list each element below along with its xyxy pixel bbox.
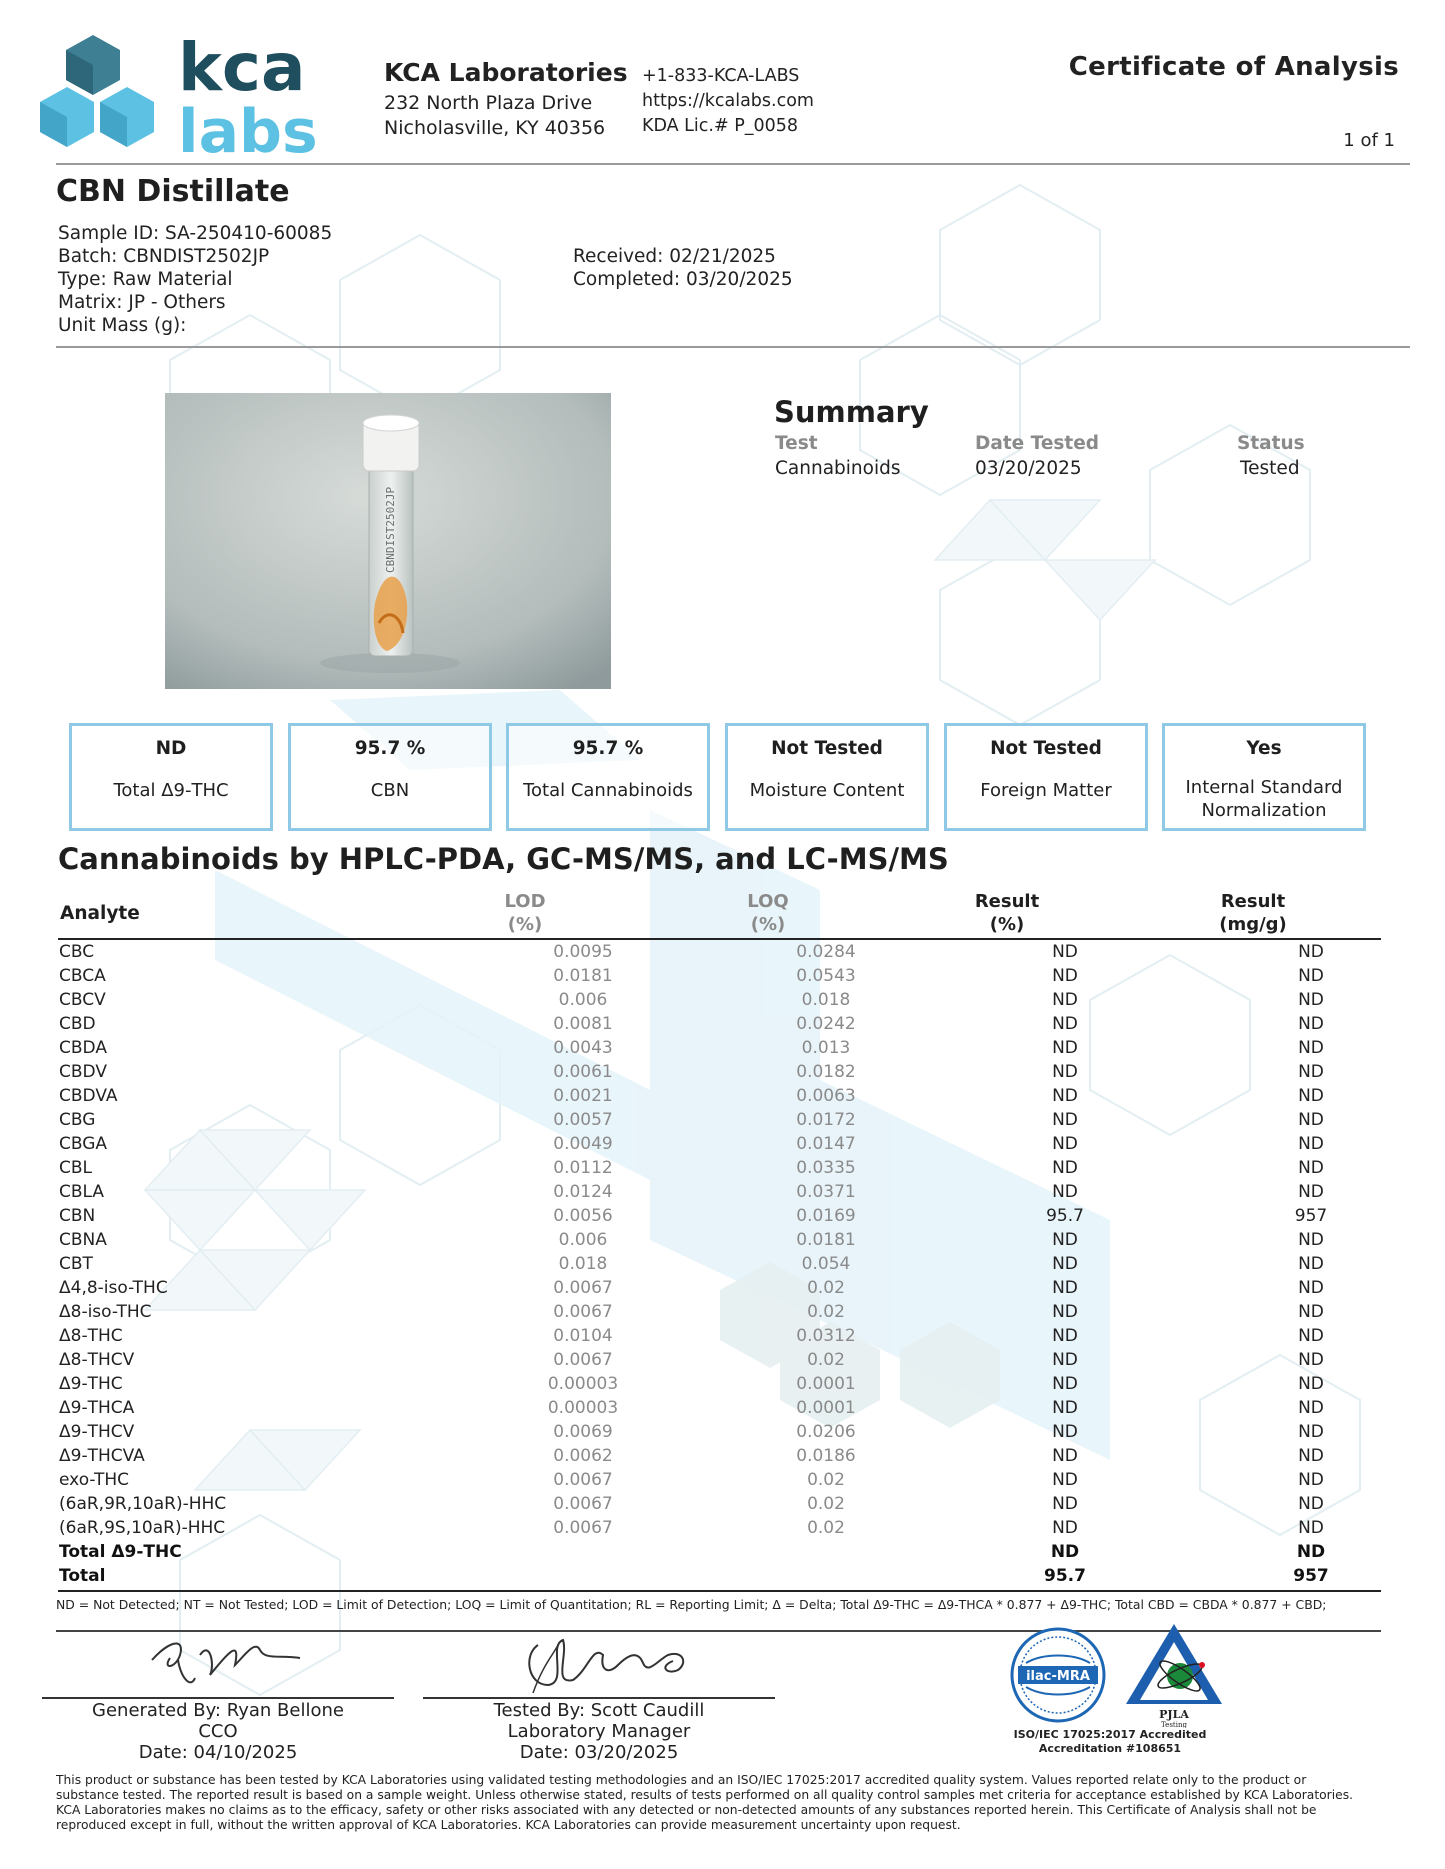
analyte-loq: 0.013 bbox=[801, 1038, 851, 1058]
column-header-result-mg-label: Result bbox=[1220, 891, 1286, 912]
analyte-result-pct: ND bbox=[1052, 1470, 1078, 1490]
analyte-loq: 0.0172 bbox=[796, 1110, 856, 1130]
column-header-result-mg-unit: (mg/g) bbox=[1219, 914, 1287, 935]
analyte-result-mg: ND bbox=[1298, 1422, 1324, 1442]
document-title: Certificate of Analysis bbox=[1068, 52, 1399, 82]
analyte-result-pct: ND bbox=[1052, 1230, 1078, 1250]
analyte-result-mg: ND bbox=[1298, 1326, 1324, 1346]
analyte-result-pct: ND bbox=[1052, 942, 1078, 962]
analyte-result-pct: ND bbox=[1052, 990, 1078, 1010]
table-bottom-rule bbox=[58, 1590, 1381, 1592]
analyte-lod: 0.0067 bbox=[553, 1470, 613, 1490]
table-row bbox=[58, 964, 1378, 988]
analyte-loq: 0.02 bbox=[807, 1518, 845, 1538]
analyte-name: CBDV bbox=[59, 1062, 107, 1082]
ilac-mra-text: ilac-MRA bbox=[1026, 1669, 1090, 1684]
analyte-lod: 0.0069 bbox=[553, 1422, 613, 1442]
analyte-name: Δ9-THC bbox=[59, 1374, 123, 1394]
analyte-result-pct: ND bbox=[1052, 1302, 1078, 1322]
column-header-result-pct bbox=[922, 890, 1092, 936]
sample-photo bbox=[165, 393, 611, 689]
analyte-result-mg: ND bbox=[1298, 1182, 1324, 1202]
table-row bbox=[58, 1372, 1378, 1396]
analyte-name: CBC bbox=[59, 942, 95, 962]
summary-title: Summary bbox=[774, 395, 929, 429]
table-total-row bbox=[58, 1540, 1378, 1564]
table-row bbox=[58, 1132, 1378, 1156]
cannabinoids-table-title: Cannabinoids by HPLC-PDA, GC-MS/MS, and LC-MS/MS bbox=[58, 842, 949, 876]
key-result-value: Yes bbox=[1246, 738, 1282, 759]
pjla-text: PJLA bbox=[1159, 1708, 1189, 1721]
lab-address-line2: Nicholasville, KY 40356 bbox=[384, 117, 606, 139]
analyte-loq: 0.0063 bbox=[796, 1086, 856, 1106]
summary-header-date: Date Tested bbox=[975, 433, 1100, 454]
analyte-result-pct: ND bbox=[1052, 1158, 1078, 1178]
column-header-result-mg bbox=[1168, 890, 1338, 936]
sample-batch: Batch: CBNDIST2502JP bbox=[58, 246, 270, 267]
signature-scott-caudill bbox=[508, 1625, 698, 1703]
generated-by-name: Generated By: Ryan Bellone bbox=[92, 1700, 344, 1721]
table-row bbox=[58, 1156, 1378, 1180]
key-result-label: Total Δ9-THC bbox=[113, 780, 229, 801]
analyte-result-mg: ND bbox=[1298, 1110, 1324, 1130]
analyte-lod: 0.00003 bbox=[547, 1398, 619, 1418]
analyte-name: CBCV bbox=[59, 990, 106, 1010]
total-result-pct: ND bbox=[1050, 1542, 1080, 1562]
page-number: 1 of 1 bbox=[1343, 130, 1395, 151]
table-footnote: ND = Not Detected; NT = Not Tested; LOD = Limit of Detection; LOQ = Limit of Quantitation; RL = Reporting Limit; Δ = Delta; Total Δ9-THC = Δ9-THCA * 0.877 + Δ9-THC; Total CBD = CBDA * 0.877 + CBD; bbox=[56, 1597, 1327, 1612]
total-result-pct: 95.7 bbox=[1044, 1566, 1086, 1586]
analyte-lod: 0.0021 bbox=[553, 1086, 613, 1106]
analyte-loq: 0.0181 bbox=[796, 1230, 856, 1250]
table-row bbox=[58, 1012, 1378, 1036]
analyte-result-mg: ND bbox=[1298, 1518, 1324, 1538]
column-header-result-pct-label: Result bbox=[974, 891, 1040, 912]
column-header-loq-unit: (%) bbox=[750, 914, 786, 935]
analyte-result-mg: ND bbox=[1298, 966, 1324, 986]
analyte-lod: 0.0095 bbox=[553, 942, 613, 962]
analyte-name: Δ4,8-iso-THC bbox=[59, 1278, 168, 1298]
analyte-lod: 0.00003 bbox=[547, 1374, 619, 1394]
key-result-moisture bbox=[725, 723, 929, 831]
table-row bbox=[58, 1492, 1378, 1516]
analyte-result-pct: ND bbox=[1052, 1086, 1078, 1106]
disclaimer-text: This product or substance has been tested by KCA Laboratories using validated testing methodologies and an ISO/IEC 17025:2017 accredited quality system. Values reported relate only to the product or substance tested. The reported result is based on a sample weight. Unless otherwise stated, results of tests performed on all quality control samples met criteria for acceptance established by KCA Laboratories. KCA Laboratories makes no claims as to the efficacy, safety or other risks associated with any detected or non-detected amounts of any substances reported herein. This Certificate of Analysis shall not be reproduced except in full, without the written approval of KCA Laboratories. KCA Laboratories can provide measurement uncertainty upon request. bbox=[56, 1773, 1354, 1832]
column-header-analyte: Analyte bbox=[60, 903, 140, 924]
analyte-result-pct: ND bbox=[1052, 1134, 1078, 1154]
analyte-lod: 0.006 bbox=[558, 1230, 608, 1250]
column-header-lod-label: LOD bbox=[504, 891, 546, 912]
analyte-lod: 0.0104 bbox=[553, 1326, 613, 1346]
analyte-lod: 0.0049 bbox=[553, 1134, 613, 1154]
analyte-name: (6aR,9S,10aR)-HHC bbox=[59, 1518, 226, 1538]
key-result-label: Total Cannabinoids bbox=[523, 780, 693, 801]
signature-line-generated bbox=[42, 1697, 394, 1699]
analyte-result-mg: ND bbox=[1298, 1038, 1324, 1058]
kca-labs-logo bbox=[38, 32, 358, 157]
accreditation-line1: ISO/IEC 17025:2017 Accredited bbox=[1013, 1728, 1207, 1741]
analyte-name: Δ8-THC bbox=[59, 1326, 123, 1346]
analyte-name: (6aR,9R,10aR)-HHC bbox=[59, 1494, 227, 1514]
analyte-loq: 0.0242 bbox=[796, 1014, 856, 1034]
analyte-loq: 0.018 bbox=[801, 990, 851, 1010]
analyte-name: CBGA bbox=[59, 1134, 108, 1154]
accreditation-line2: Accreditation #108651 bbox=[1038, 1742, 1182, 1755]
lab-address-line1: 232 North Plaza Drive bbox=[384, 92, 593, 114]
analyte-result-mg: ND bbox=[1298, 1278, 1324, 1298]
analyte-lod: 0.0081 bbox=[553, 1014, 613, 1034]
column-header-loq bbox=[683, 890, 853, 936]
key-result-value: Not Tested bbox=[990, 738, 1102, 759]
analyte-name: CBT bbox=[59, 1254, 93, 1274]
analyte-lod: 0.0067 bbox=[553, 1350, 613, 1370]
table-row bbox=[58, 1204, 1378, 1228]
analyte-result-pct: ND bbox=[1052, 1326, 1078, 1346]
analyte-result-pct: ND bbox=[1052, 1062, 1078, 1082]
analyte-result-mg: ND bbox=[1298, 1398, 1324, 1418]
key-result-label: CBN bbox=[370, 780, 410, 801]
key-result-internal-standard bbox=[1162, 723, 1366, 831]
analyte-loq: 0.0543 bbox=[796, 966, 856, 986]
table-row bbox=[58, 1516, 1378, 1540]
table-total-row bbox=[58, 1564, 1378, 1588]
column-header-lod-unit: (%) bbox=[507, 914, 543, 935]
analyte-loq: 0.02 bbox=[807, 1302, 845, 1322]
column-header-loq-label: LOQ bbox=[747, 891, 789, 912]
key-result-label: Internal Standard Normalization bbox=[1185, 777, 1343, 821]
total-label: Total bbox=[59, 1566, 106, 1586]
table-row bbox=[58, 1108, 1378, 1132]
analyte-lod: 0.0043 bbox=[553, 1038, 613, 1058]
generated-by-date: Date: 04/10/2025 bbox=[138, 1742, 298, 1763]
analyte-result-mg: ND bbox=[1298, 1086, 1324, 1106]
analyte-result-mg: ND bbox=[1298, 1254, 1324, 1274]
analyte-name: CBCA bbox=[59, 966, 106, 986]
pjla-logo bbox=[1122, 1620, 1227, 1728]
received-date: Received: 02/21/2025 bbox=[573, 246, 776, 267]
key-result-value: 95.7 % bbox=[354, 738, 426, 759]
product-name: CBN Distillate bbox=[56, 174, 290, 209]
key-result-label: Foreign Matter bbox=[980, 780, 1112, 801]
table-row bbox=[58, 1060, 1378, 1084]
analyte-result-pct: ND bbox=[1052, 1374, 1078, 1394]
lab-phone: +1-833-KCA-LABS bbox=[642, 66, 800, 86]
analyte-loq: 0.0001 bbox=[796, 1398, 856, 1418]
table-row bbox=[58, 1180, 1378, 1204]
info-divider bbox=[56, 346, 1410, 348]
analyte-loq: 0.0186 bbox=[796, 1446, 856, 1466]
key-result-total-d9thc bbox=[69, 723, 273, 831]
vial-label: CBNDIST2502JP bbox=[384, 486, 397, 573]
tested-by-block bbox=[423, 1700, 775, 1763]
key-result-value: 95.7 % bbox=[572, 738, 644, 759]
analyte-name: Δ9-THCVA bbox=[59, 1446, 145, 1466]
analyte-result-pct: ND bbox=[1052, 1014, 1078, 1034]
tested-by-name: Tested By: Scott Caudill bbox=[493, 1700, 705, 1721]
analyte-name: exo-THC bbox=[59, 1470, 130, 1490]
analyte-result-pct: ND bbox=[1052, 1422, 1078, 1442]
table-row bbox=[58, 1252, 1378, 1276]
analyte-name: CBN bbox=[59, 1206, 96, 1226]
analyte-name: CBDA bbox=[59, 1038, 107, 1058]
analyte-name: Δ8-THCV bbox=[59, 1350, 135, 1370]
analyte-loq: 0.0371 bbox=[796, 1182, 856, 1202]
summary-test-value: Cannabinoids bbox=[775, 458, 901, 479]
table-row bbox=[58, 988, 1378, 1012]
logo-word-kca: kca bbox=[178, 32, 306, 106]
analyte-loq: 0.02 bbox=[807, 1470, 845, 1490]
summary-header-test: Test bbox=[775, 433, 818, 454]
analyte-result-mg: ND bbox=[1298, 1374, 1324, 1394]
analyte-loq: 0.0335 bbox=[796, 1158, 856, 1178]
table-row bbox=[58, 1324, 1378, 1348]
analyte-result-pct: ND bbox=[1052, 1398, 1078, 1418]
analyte-loq: 0.054 bbox=[801, 1254, 851, 1274]
analyte-result-mg: ND bbox=[1298, 1494, 1324, 1514]
analyte-result-pct: ND bbox=[1052, 1350, 1078, 1370]
table-row bbox=[58, 1420, 1378, 1444]
table-row bbox=[58, 1228, 1378, 1252]
analyte-lod: 0.018 bbox=[558, 1254, 608, 1274]
analyte-result-pct: ND bbox=[1052, 1278, 1078, 1298]
sample-id: Sample ID: SA-250410-60085 bbox=[58, 223, 333, 244]
analyte-loq: 0.02 bbox=[807, 1278, 845, 1298]
analyte-name: Δ9-THCV bbox=[59, 1422, 135, 1442]
generated-by-block bbox=[42, 1700, 394, 1763]
analyte-result-mg: ND bbox=[1298, 1470, 1324, 1490]
analyte-result-pct: ND bbox=[1052, 1038, 1078, 1058]
analyte-lod: 0.0062 bbox=[553, 1446, 613, 1466]
lab-license: KDA Lic.# P_0058 bbox=[642, 116, 799, 136]
key-result-total-cannabinoids bbox=[506, 723, 710, 831]
accreditation-text bbox=[990, 1728, 1230, 1756]
table-row bbox=[58, 1468, 1378, 1492]
completed-date: Completed: 03/20/2025 bbox=[573, 269, 793, 290]
summary-date-value: 03/20/2025 bbox=[975, 458, 1082, 479]
column-header-lod bbox=[440, 890, 610, 936]
analyte-name: CBLA bbox=[59, 1182, 105, 1202]
analyte-result-pct: ND bbox=[1052, 1446, 1078, 1466]
pjla-sub-text: Testing bbox=[1161, 1721, 1187, 1728]
analyte-result-pct: ND bbox=[1052, 1494, 1078, 1514]
analyte-lod: 0.0067 bbox=[553, 1494, 613, 1514]
analyte-lod: 0.006 bbox=[558, 990, 608, 1010]
analyte-result-mg: ND bbox=[1298, 1062, 1324, 1082]
analyte-result-pct: ND bbox=[1052, 966, 1078, 986]
generated-by-title: CCO bbox=[198, 1721, 238, 1742]
table-row bbox=[58, 1396, 1378, 1420]
key-result-value: ND bbox=[155, 738, 187, 759]
header-divider bbox=[56, 163, 1410, 165]
analyte-name: CBDVA bbox=[59, 1086, 118, 1106]
analyte-loq: 0.0182 bbox=[796, 1062, 856, 1082]
analyte-name: Δ8-iso-THC bbox=[59, 1302, 152, 1322]
analyte-result-mg: ND bbox=[1298, 990, 1324, 1010]
analyte-lod: 0.0067 bbox=[553, 1278, 613, 1298]
table-row bbox=[58, 940, 1378, 964]
analyte-loq: 0.0312 bbox=[796, 1326, 856, 1346]
lab-website[interactable]: https://kcalabs.com bbox=[642, 91, 814, 111]
analyte-lod: 0.0057 bbox=[553, 1110, 613, 1130]
ilac-mra-logo bbox=[1008, 1625, 1108, 1725]
lab-name: KCA Laboratories bbox=[384, 58, 628, 87]
analyte-lod: 0.0112 bbox=[553, 1158, 613, 1178]
analyte-lod: 0.0181 bbox=[553, 966, 613, 986]
analyte-result-mg: ND bbox=[1298, 1302, 1324, 1322]
column-header-result-pct-unit: (%) bbox=[989, 914, 1025, 935]
analyte-loq: 0.0206 bbox=[796, 1422, 856, 1442]
analyte-loq: 0.0001 bbox=[796, 1374, 856, 1394]
analyte-result-mg: ND bbox=[1298, 1446, 1324, 1466]
key-result-label: Moisture Content bbox=[749, 780, 905, 801]
analyte-lod: 0.0056 bbox=[553, 1206, 613, 1226]
sample-unit-mass: Unit Mass (g): bbox=[58, 315, 187, 336]
analyte-result-mg: ND bbox=[1298, 1134, 1324, 1154]
table-row bbox=[58, 1036, 1378, 1060]
analyte-result-pct: ND bbox=[1052, 1254, 1078, 1274]
analyte-lod: 0.0067 bbox=[553, 1518, 613, 1538]
table-row bbox=[58, 1276, 1378, 1300]
analyte-result-mg: ND bbox=[1298, 1230, 1324, 1250]
summary-header-status: Status bbox=[1237, 433, 1305, 454]
analyte-result-pct: ND bbox=[1052, 1110, 1078, 1130]
tested-by-title: Laboratory Manager bbox=[507, 1721, 691, 1742]
analyte-result-mg: ND bbox=[1298, 942, 1324, 962]
analyte-loq: 0.02 bbox=[807, 1350, 845, 1370]
total-result-mg: 957 bbox=[1293, 1566, 1329, 1586]
analyte-name: CBG bbox=[59, 1110, 96, 1130]
total-result-mg: ND bbox=[1296, 1542, 1326, 1562]
key-result-value: Not Tested bbox=[771, 738, 883, 759]
analyte-lod: 0.0124 bbox=[553, 1182, 613, 1202]
analyte-lod: 0.0067 bbox=[553, 1302, 613, 1322]
analyte-result-mg: ND bbox=[1298, 1158, 1324, 1178]
table-row bbox=[58, 1300, 1378, 1324]
analyte-loq: 0.0147 bbox=[796, 1134, 856, 1154]
key-result-foreign-matter bbox=[944, 723, 1148, 831]
analyte-lod: 0.0061 bbox=[553, 1062, 613, 1082]
analyte-result-pct: ND bbox=[1052, 1182, 1078, 1202]
analyte-result-mg: ND bbox=[1298, 1350, 1324, 1370]
analyte-name: Δ9-THCA bbox=[59, 1398, 135, 1418]
table-row bbox=[58, 1348, 1378, 1372]
analyte-name: CBL bbox=[59, 1158, 93, 1178]
signature-ryan-bellone bbox=[140, 1620, 310, 1695]
logo-word-labs: labs bbox=[178, 97, 318, 157]
table-row bbox=[58, 1444, 1378, 1468]
analyte-result-pct: 95.7 bbox=[1046, 1206, 1084, 1226]
table-row bbox=[58, 1084, 1378, 1108]
total-label: Total Δ9-THC bbox=[59, 1542, 182, 1562]
analyte-loq: 0.02 bbox=[807, 1494, 845, 1514]
analyte-result-mg: 957 bbox=[1294, 1206, 1328, 1226]
summary-status-value: Tested bbox=[1240, 458, 1300, 479]
sample-type: Type: Raw Material bbox=[58, 269, 233, 290]
analyte-name: CBNA bbox=[59, 1230, 107, 1250]
analyte-loq: 0.0169 bbox=[796, 1206, 856, 1226]
analyte-name: CBD bbox=[59, 1014, 96, 1034]
analyte-loq: 0.0284 bbox=[796, 942, 856, 962]
tested-by-date: Date: 03/20/2025 bbox=[519, 1742, 679, 1763]
analyte-result-mg: ND bbox=[1298, 1014, 1324, 1034]
key-result-cbn bbox=[288, 723, 492, 831]
signature-line-tested bbox=[423, 1697, 775, 1699]
sample-matrix: Matrix: JP - Others bbox=[58, 292, 226, 313]
analyte-result-pct: ND bbox=[1052, 1518, 1078, 1538]
